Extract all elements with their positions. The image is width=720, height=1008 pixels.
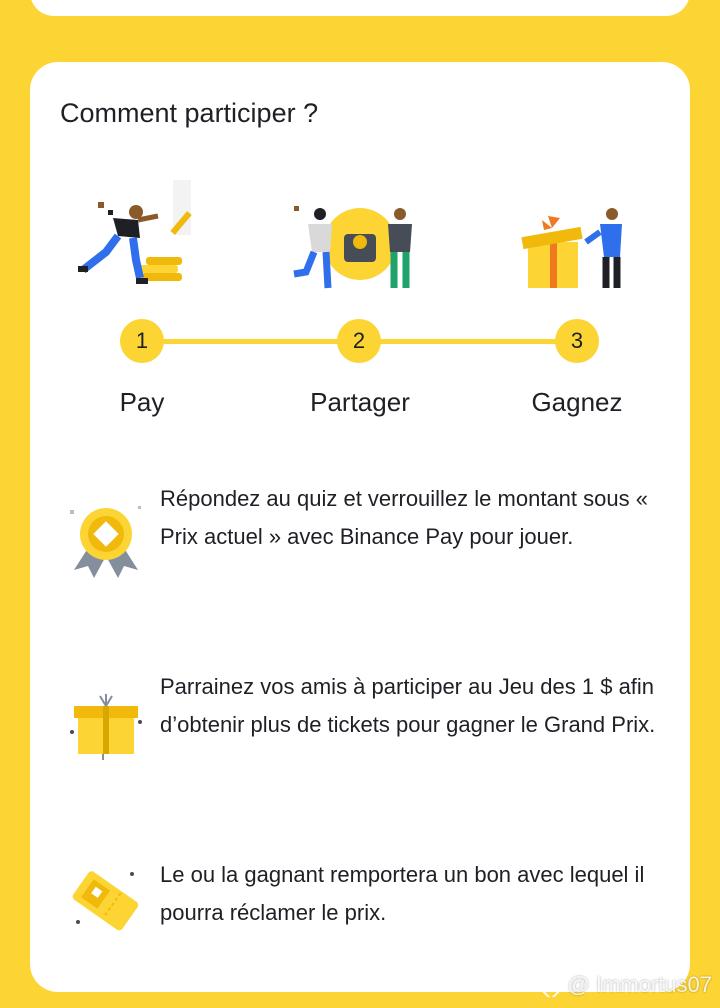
step-3-label: Gagnez bbox=[531, 387, 623, 417]
win-illustration bbox=[520, 202, 630, 292]
watermark-text: @ Immortus07 bbox=[567, 972, 712, 997]
share-illustration bbox=[288, 202, 428, 292]
ticket-icon bbox=[68, 862, 144, 943]
medal-icon bbox=[68, 500, 144, 585]
binance-logo-icon bbox=[539, 973, 563, 997]
gift-icon bbox=[68, 692, 144, 767]
previous-card bbox=[30, 0, 690, 16]
step-3-badge: 3 bbox=[555, 319, 599, 363]
step-1-label: Pay bbox=[119, 387, 165, 417]
instruction-text: Répondez au quiz et verrouillez le montant sous « Prix actuel » avec Binance Pay pour jouer. bbox=[160, 486, 648, 549]
watermark bbox=[539, 972, 712, 998]
section-title: Comment participer ? bbox=[60, 98, 319, 128]
step-1-badge: 1 bbox=[120, 319, 164, 363]
pay-illustration bbox=[78, 180, 208, 290]
how-to-participate-card bbox=[30, 62, 690, 992]
step-2-badge: 2 bbox=[337, 319, 381, 363]
step-2-label: Partager bbox=[310, 387, 410, 417]
instruction-text: Parrainez vos amis à participer au Jeu des 1 $ afin d’obtenir plus de tickets pour gagner le Grand Prix. bbox=[160, 674, 656, 737]
instruction-text: Le ou la gagnant remportera un bon avec lequel il pourra réclamer le prix. bbox=[160, 862, 645, 925]
